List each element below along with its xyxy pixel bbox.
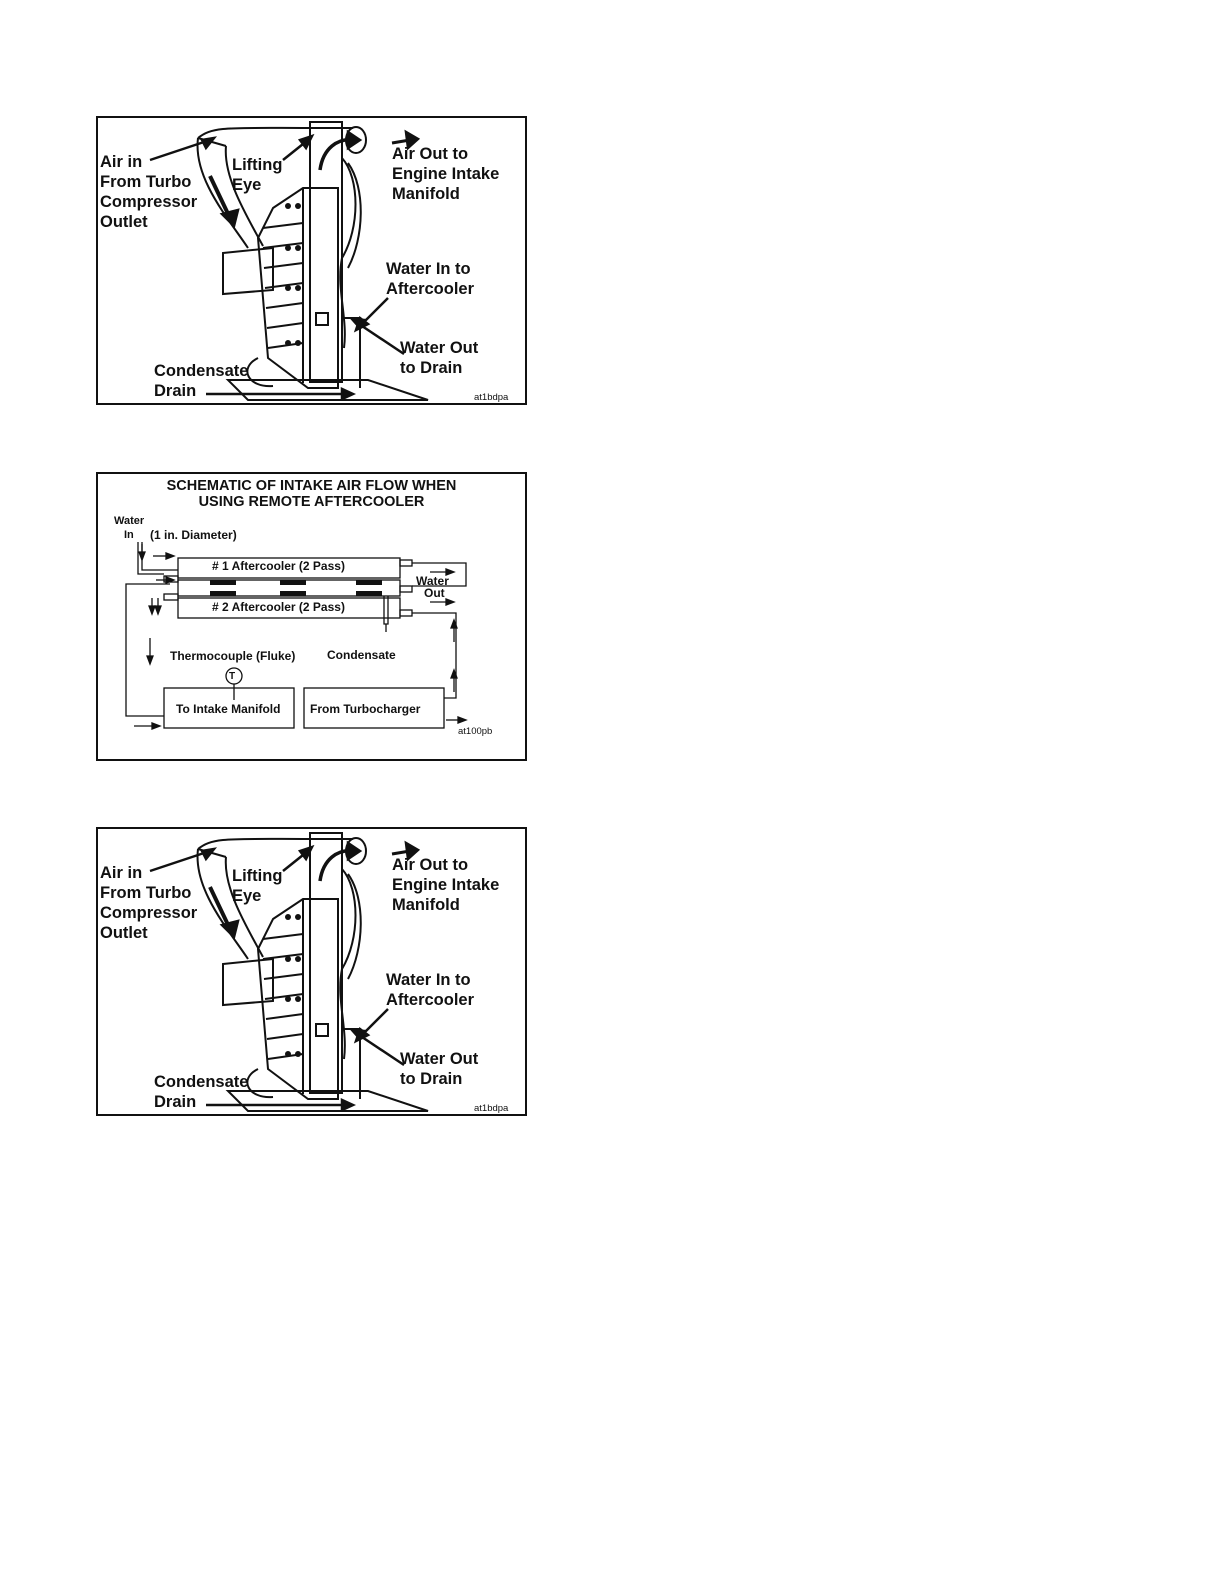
air-out-label: Air Out to Engine Intake Manifold <box>392 856 500 914</box>
water-in-label-2: In <box>124 529 134 541</box>
aftercooler-2-label: # 2 Aftercooler (2 Pass) <box>212 600 345 614</box>
schematic-diagram <box>98 474 527 761</box>
schematic-title-line1: SCHEMATIC OF INTAKE AIR FLOW WHEN <box>166 478 457 494</box>
water-out-label: Water Out to Drain <box>400 1050 479 1088</box>
schematic-figure <box>96 472 527 761</box>
condensate-drain-label: Condensate Drain <box>154 362 249 400</box>
figure-code: at1bdpa <box>474 392 509 403</box>
lifting-eye-label: Lifting Eye <box>232 156 283 194</box>
air-in-label: Air in From Turbo Compressor Outlet <box>100 864 198 942</box>
schematic-title-line2: USING REMOTE AFTERCOOLER <box>198 494 425 510</box>
condensate-drain-label: Condensate Drain <box>154 1073 249 1111</box>
water-in-label: Water In to Aftercooler <box>386 971 475 1009</box>
aftercooler-figure-2 <box>96 827 527 1116</box>
water-in-label-1: Water <box>114 515 145 527</box>
air-out-label: Air Out to Engine Intake Manifold <box>392 145 500 203</box>
figure-code: at1bdpa <box>474 1103 509 1114</box>
water-out-label: Water Out to Drain <box>400 339 479 377</box>
water-out-label-1: Water <box>416 574 449 588</box>
water-out-label-2: Out <box>424 586 445 600</box>
figure-code: at100pb <box>458 726 493 737</box>
lifting-eye-label: Lifting Eye <box>232 867 283 905</box>
air-in-label: Air in From Turbo Compressor Outlet <box>100 153 198 231</box>
from-turbocharger-label: From Turbocharger <box>310 702 421 716</box>
thermocouple-label: Thermocouple (Fluke) <box>170 649 296 663</box>
t-symbol: T <box>229 671 236 682</box>
aftercooler-figure-1 <box>96 116 527 405</box>
water-in-label: Water In to Aftercooler <box>386 260 475 298</box>
to-intake-manifold-label: To Intake Manifold <box>176 702 281 716</box>
diameter-label: (1 in. Diameter) <box>150 528 237 542</box>
aftercooler-1-label: # 1 Aftercooler (2 Pass) <box>212 559 345 573</box>
condensate-label: Condensate <box>327 648 396 662</box>
